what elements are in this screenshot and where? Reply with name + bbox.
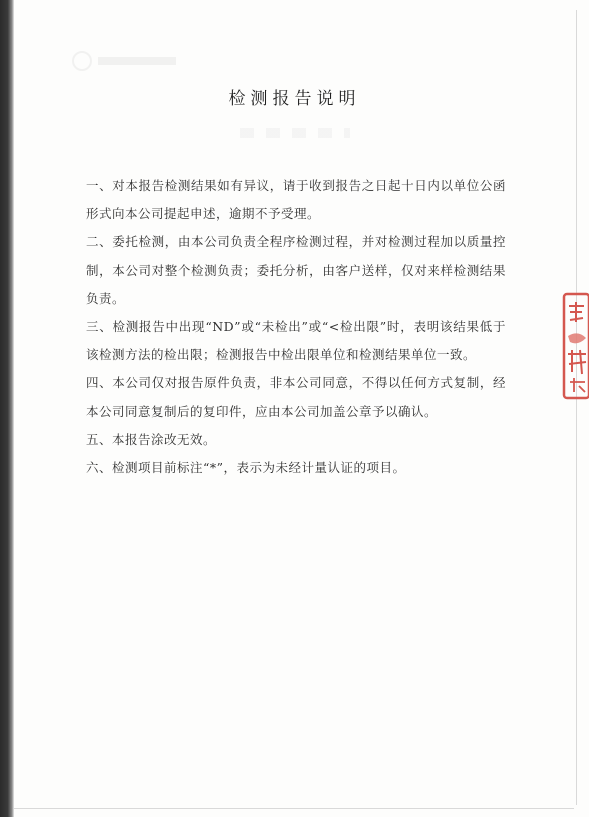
faint-bleedthrough-mark <box>70 48 180 74</box>
scan-bottom-border <box>14 808 574 809</box>
page-title: 检测报告说明 <box>228 89 361 109</box>
statement-paragraph-6: 六、检测项目前标注“*”，表示为未经计量认证的项目。 <box>86 460 406 476</box>
statement-paragraph-4: 四、本公司仅对报告原件负责，非本公司同意，不得以任何方式复制，经本公司同意复制后的复印件，应由本公司加盖公章予以确认。 <box>86 375 506 419</box>
scan-right-border <box>576 10 577 805</box>
statement-paragraph-2: 二、委托检测，由本公司负责全程序检测过程，并对检测过程加以质量控制，本公司对整个检测负责；委托分析，由客户送样，仅对来样检测结果负责。 <box>86 234 506 306</box>
scan-left-edge <box>0 0 14 817</box>
statement-paragraph-1: 一、对本报告检测结果如有异议，请于收到报告之日起十日内以单位公函形式向本公司提起申述，逾期不予受理。 <box>86 178 506 222</box>
statement-paragraph-5: 五、本报告涂改无效。 <box>86 431 217 447</box>
faint-bleedthrough-text <box>240 128 350 138</box>
red-seal-fragment-icon <box>560 292 589 400</box>
statement-paragraph-3: 三、检测报告中出现“ND”或“未检出”或“<检出限”时，表明该结果低于该检测方法的检出限；检测报告中检出限单位和检测结果单位一致。 <box>86 319 506 363</box>
statement-body <box>86 172 506 482</box>
